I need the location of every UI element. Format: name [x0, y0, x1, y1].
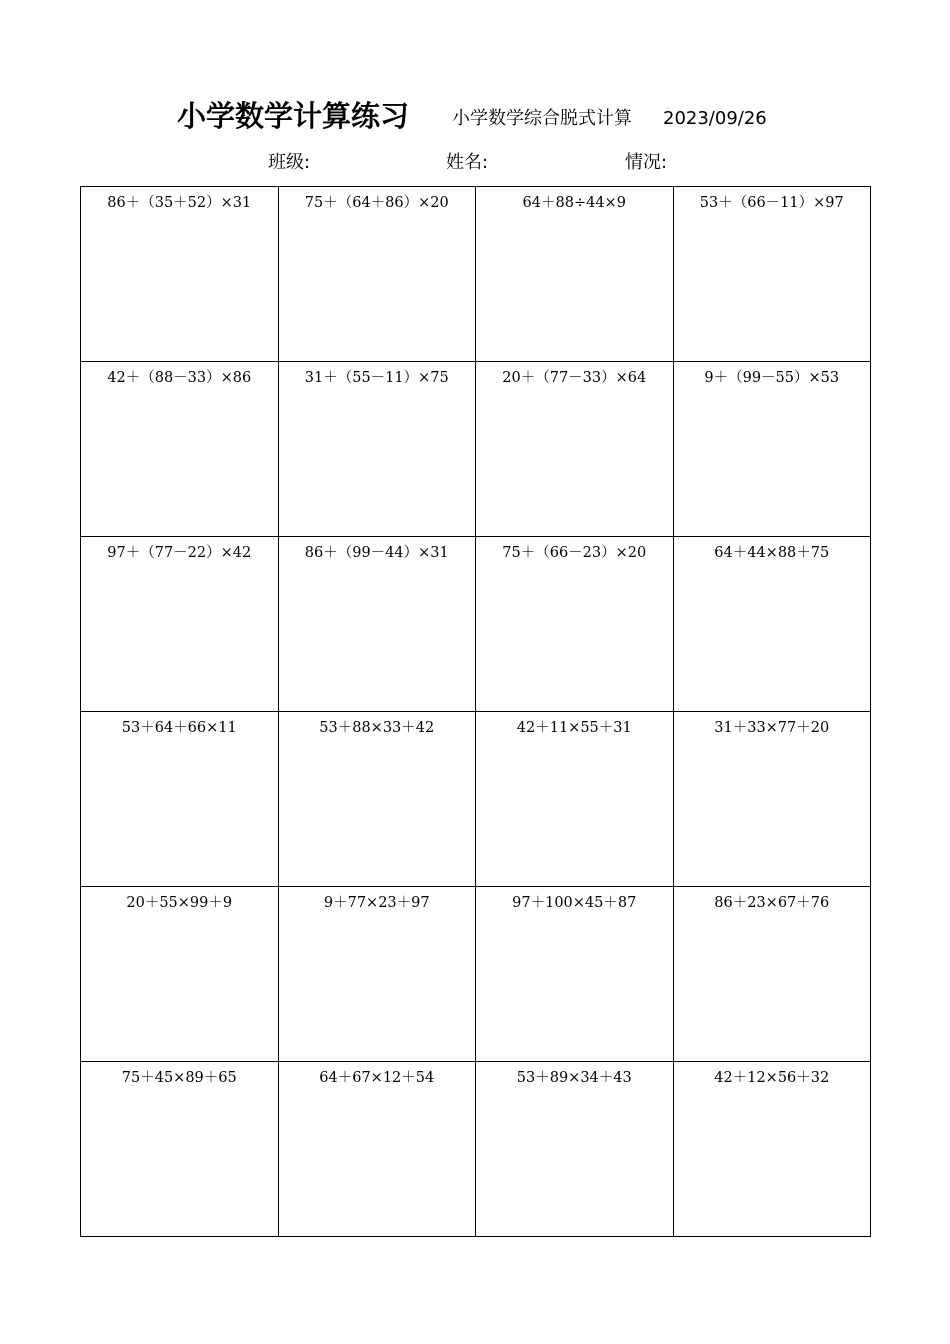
problem-cell [673, 712, 871, 887]
problem-cell [278, 1062, 476, 1237]
worksheet-header [0, 92, 950, 140]
worksheet-subtitle: 小学数学综合脱式计算 [452, 108, 632, 129]
problem-cell [476, 187, 674, 362]
problem-expression: 64＋67×12＋54 [319, 1070, 435, 1086]
problem-row [81, 187, 871, 362]
problem-expression: 20＋（77－33）×64 [502, 370, 647, 386]
worksheet-title: 小学数学计算练习 [177, 99, 410, 133]
problem-cell [81, 1062, 279, 1237]
class-label: 班级: [268, 152, 311, 173]
problem-expression: 53＋（66－11）×97 [699, 195, 844, 211]
problem-expression: 42＋（88－33）×86 [107, 370, 252, 386]
problem-cell [476, 1062, 674, 1237]
problem-expression: 42＋12×56＋32 [714, 1070, 830, 1086]
problem-cell [278, 362, 476, 537]
problem-cell [81, 362, 279, 537]
problem-cell [476, 362, 674, 537]
problem-expression: 53＋88×33＋42 [319, 720, 435, 736]
problem-cell [81, 537, 279, 712]
problem-cell [81, 887, 279, 1062]
problem-expression: 9＋77×23＋97 [323, 895, 430, 911]
problem-expression: 75＋45×89＋65 [121, 1070, 237, 1086]
problem-cell [673, 362, 871, 537]
student-info-line [0, 150, 950, 176]
problem-row [81, 887, 871, 1062]
problem-cell [278, 712, 476, 887]
problem-cell [278, 187, 476, 362]
problem-expression: 42＋11×55＋31 [516, 720, 632, 736]
problem-grid [80, 186, 871, 1237]
problem-cell [476, 712, 674, 887]
name-label: 姓名: [446, 152, 489, 173]
problem-expression: 75＋（66－23）×20 [502, 545, 647, 561]
problem-row [81, 1062, 871, 1237]
problem-expression: 31＋33×77＋20 [714, 720, 830, 736]
problem-row [81, 712, 871, 887]
problem-cell [673, 887, 871, 1062]
problem-cell [673, 1062, 871, 1237]
problem-row [81, 362, 871, 537]
problem-cell [278, 537, 476, 712]
problem-cell [81, 712, 279, 887]
problem-expression: 86＋（35＋52）×31 [107, 195, 252, 211]
problem-expression: 53＋64＋66×11 [121, 720, 237, 736]
problem-cell [673, 537, 871, 712]
problem-expression: 75＋（64＋86）×20 [304, 195, 449, 211]
problem-expression: 86＋（99－44）×31 [304, 545, 449, 561]
problem-cell [476, 537, 674, 712]
problem-cell [81, 187, 279, 362]
problem-expression: 9＋（99－55）×53 [704, 370, 840, 386]
problem-expression: 31＋（55－11）×75 [304, 370, 449, 386]
problem-expression: 53＋89×34＋43 [516, 1070, 632, 1086]
worksheet-date: 2023/09/26 [663, 108, 767, 129]
problem-expression: 86＋23×67＋76 [714, 895, 830, 911]
problem-cell [278, 887, 476, 1062]
problem-expression: 97＋100×45＋87 [512, 895, 637, 911]
problem-cell [673, 187, 871, 362]
problem-expression: 97＋（77－22）×42 [107, 545, 252, 561]
problem-expression: 64＋88÷44×9 [522, 195, 626, 211]
problem-cell [476, 887, 674, 1062]
problem-expression: 64＋44×88＋75 [714, 545, 830, 561]
problem-row [81, 537, 871, 712]
status-label: 情况: [625, 152, 668, 173]
problem-expression: 20＋55×99＋9 [126, 895, 233, 911]
